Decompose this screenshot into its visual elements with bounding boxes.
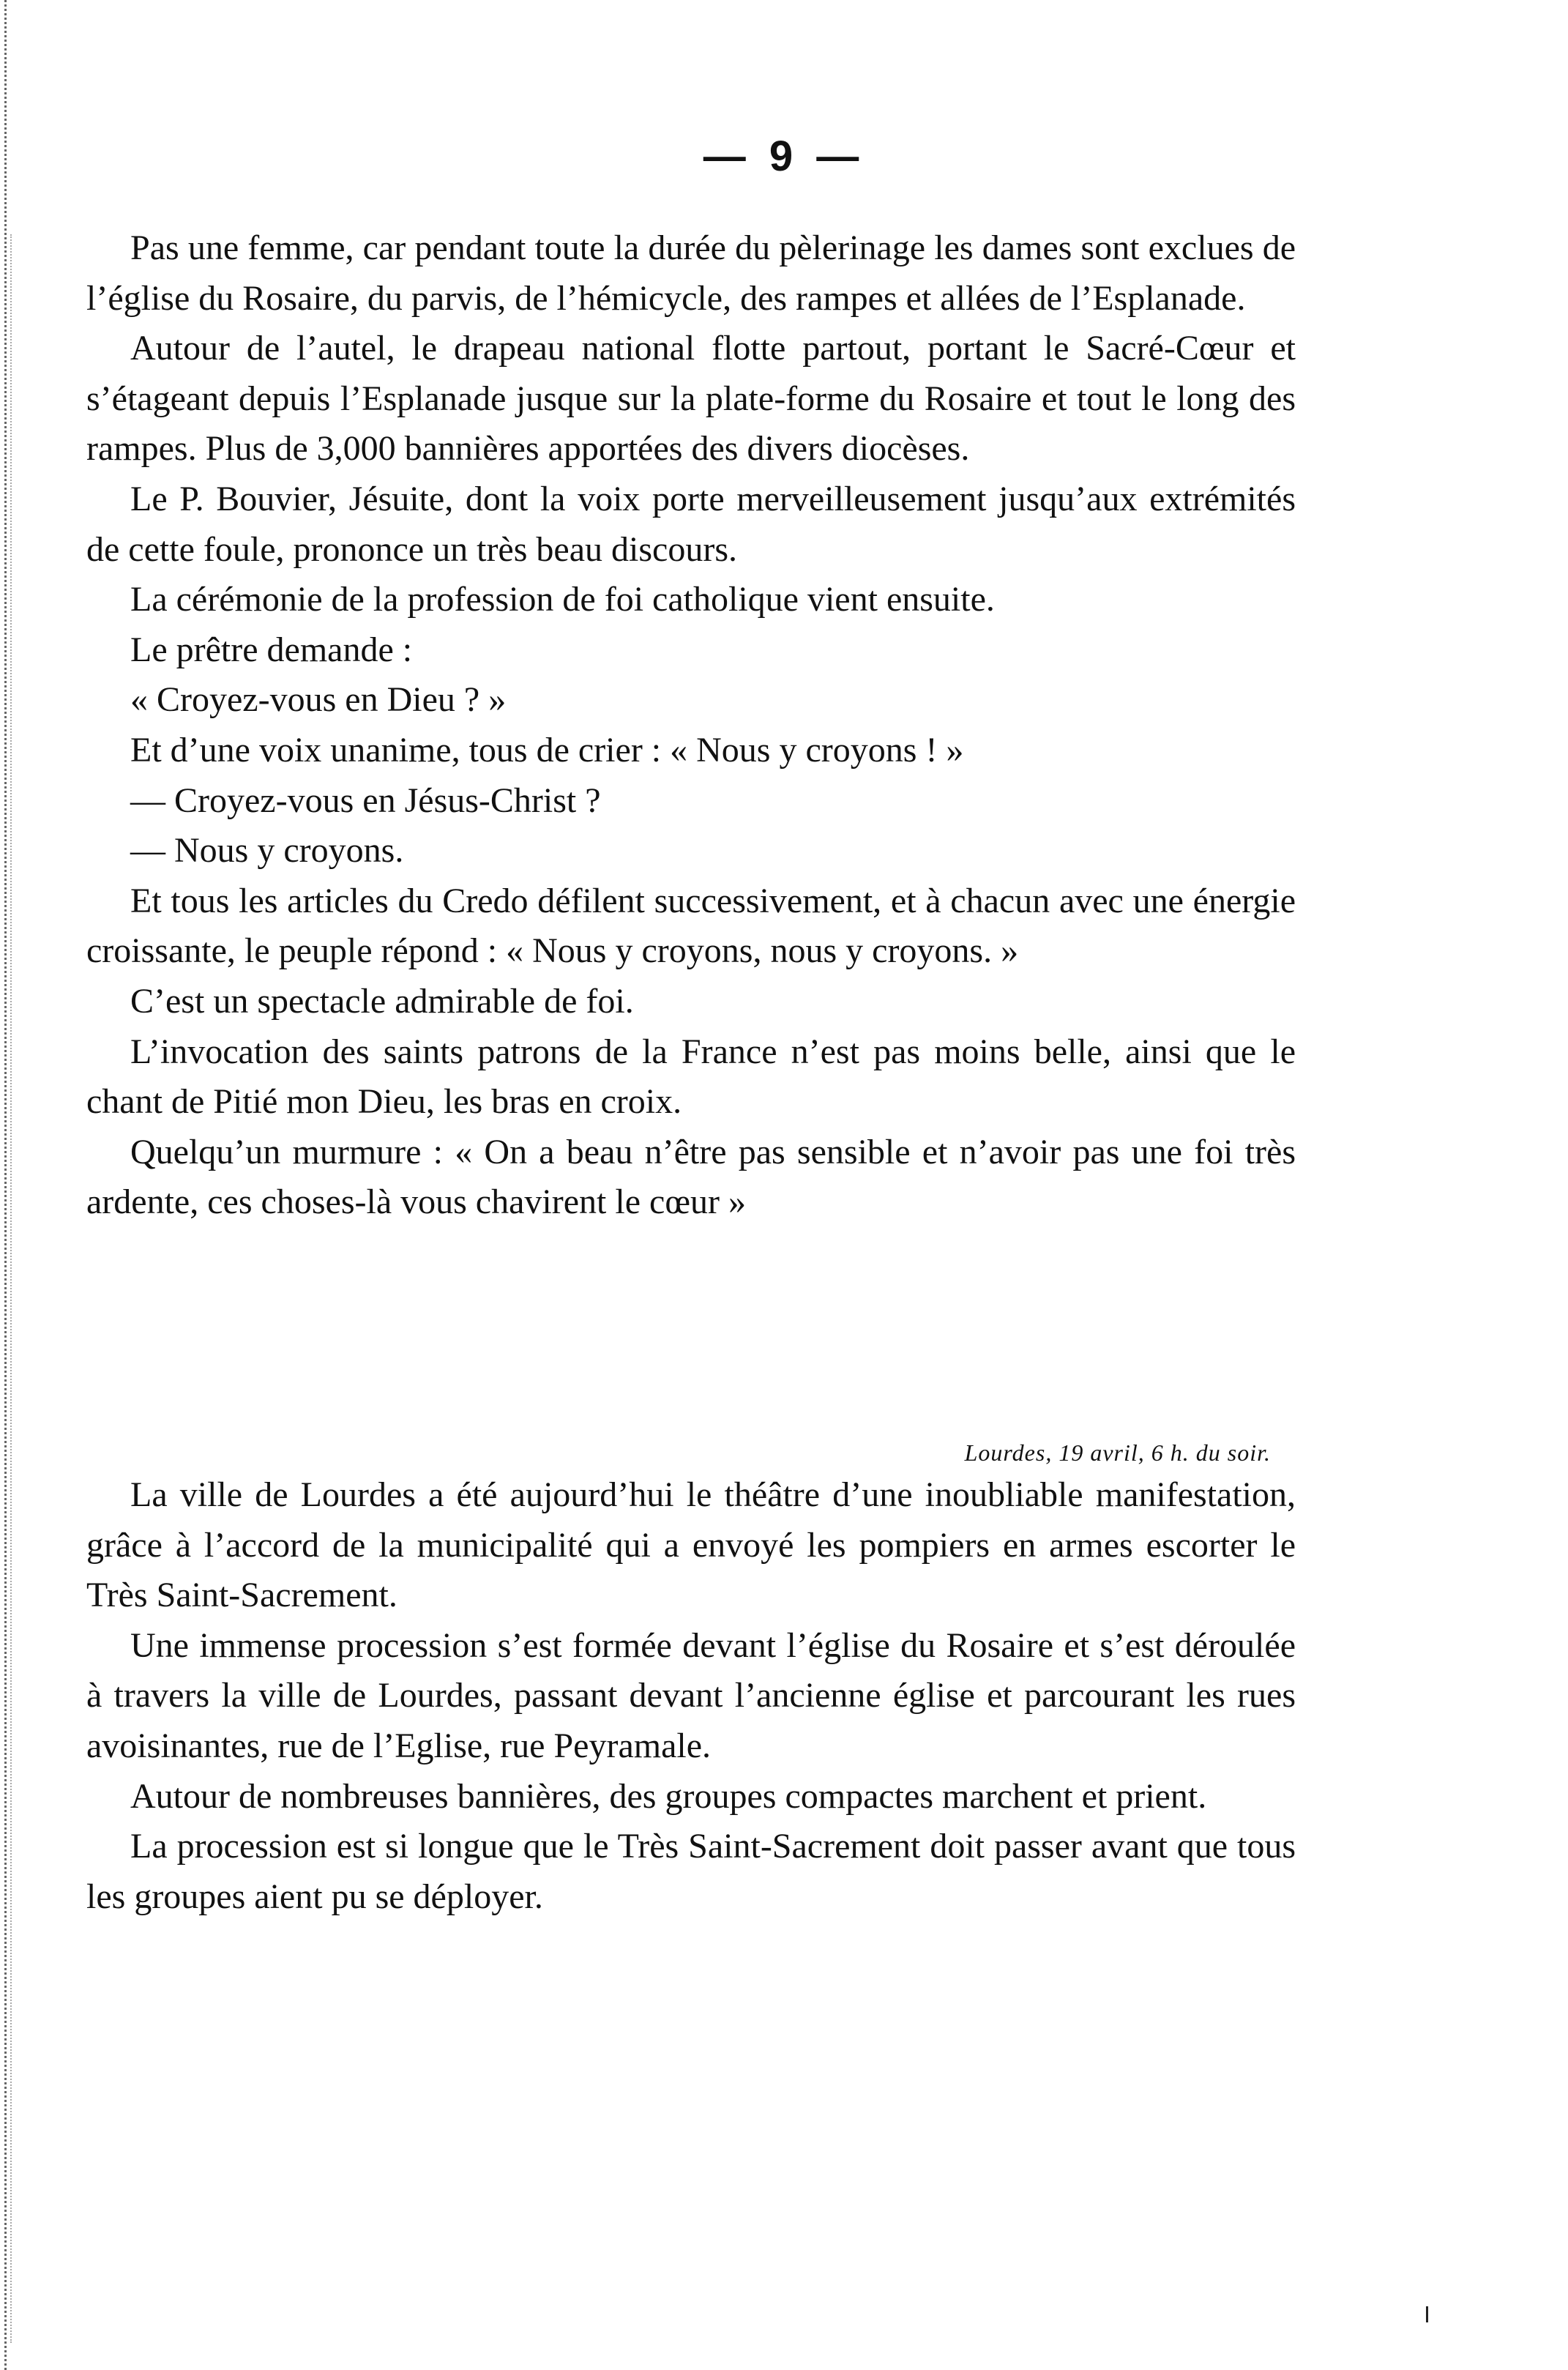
paragraph-invocation: L’invocation des saints patrons de la France n’est pas moins belle, ainsi que le chant de Pitié mon Dieu, les bras en croix.	[86, 1032, 1296, 1122]
paragraph-flag: Autour de l’autel, le drapeau national flotte partout, portant le Sacré-Cœur et s’étageant depuis l’Esplanade jusque sur la plate-forme du Rosaire et tout le long des rampes. Plus de 3,000 bannières apportées des divers diocèses.	[86, 329, 1296, 469]
paragraph-lourdes-town: La ville de Lourdes a été aujourd’hui le théâtre d’une inoubliable manifestation, grâce à l’accord de la municipalité qui a envoyé les pompiers en armes escorter le Très Saint-Sacrement.	[86, 1475, 1296, 1615]
paragraph-no-women: Pas une femme, car pendant toute la durée du pèlerinage les dames sont exclues de l’église du Rosaire, du parvis, de l’hémicycle, des rampes et allées de l’Esplanade.	[86, 228, 1296, 318]
paragraph-long-procession: La procession est si longue que le Très Saint-Sacrement doit passer avant que tous les groupes aient pu se déployer.	[86, 1827, 1296, 1916]
paragraph-unanimous: Et d’une voix unanime, tous de crier : « Nous y croyons ! »	[130, 730, 964, 769]
paragraph-bouvier: Le P. Bouvier, Jésuite, dont la voix porte merveilleusement jusqu’aux extrémités de cette foule, prononce un très beau discours.	[86, 479, 1296, 569]
paragraph-answer: — Nous y croyons.	[130, 831, 404, 871]
page-number: — 9 —	[703, 133, 865, 180]
binding-edge-mark	[4, 0, 7, 2370]
paragraph-credo: Et tous les articles du Credo défilent successivement, et à chacun avec une énergie croissante, le peuple répond : « Nous y croyons, nous y croyons. »	[86, 881, 1296, 971]
paragraph-ceremony: La cérémonie de la profession de foi catholique vient ensuite.	[130, 580, 995, 619]
body-text-section-2	[86, 1470, 1296, 1922]
paragraph-banners: Autour de nombreuses bannières, des groupes compactes marchent et prient.	[130, 1776, 1207, 1816]
paragraph-spectacle: C’est un spectacle admirable de foi.	[130, 981, 634, 1021]
body-text-section-1	[86, 223, 1296, 1228]
stray-ink-mark	[1426, 2306, 1428, 2322]
paragraph-procession: Une immense procession s’est formée devant l’église du Rosaire et s’est déroulée à travers la ville de Lourdes, passant devant l’ancienne église et parcourant les rues avoisinantes, rue de l’Eglise, rue Peyramale.	[86, 1625, 1296, 1765]
dateline: Lourdes, 19 avril, 6 h. du soir.	[964, 1439, 1271, 1466]
paragraph-murmur: Quelqu’un murmure : « On a beau n’être pas sensible et n’avoir pas une foi très ardente, ces choses-là vous chavirent le cœur »	[86, 1132, 1296, 1222]
paragraph-question-christ: — Croyez-vous en Jésus-Christ ?	[130, 780, 601, 820]
binding-edge-mark-inner	[10, 234, 12, 2343]
paragraph-question-god: « Croyez-vous en Dieu ? »	[130, 680, 507, 720]
paragraph-priest-asks: Le prêtre demande :	[130, 630, 413, 669]
